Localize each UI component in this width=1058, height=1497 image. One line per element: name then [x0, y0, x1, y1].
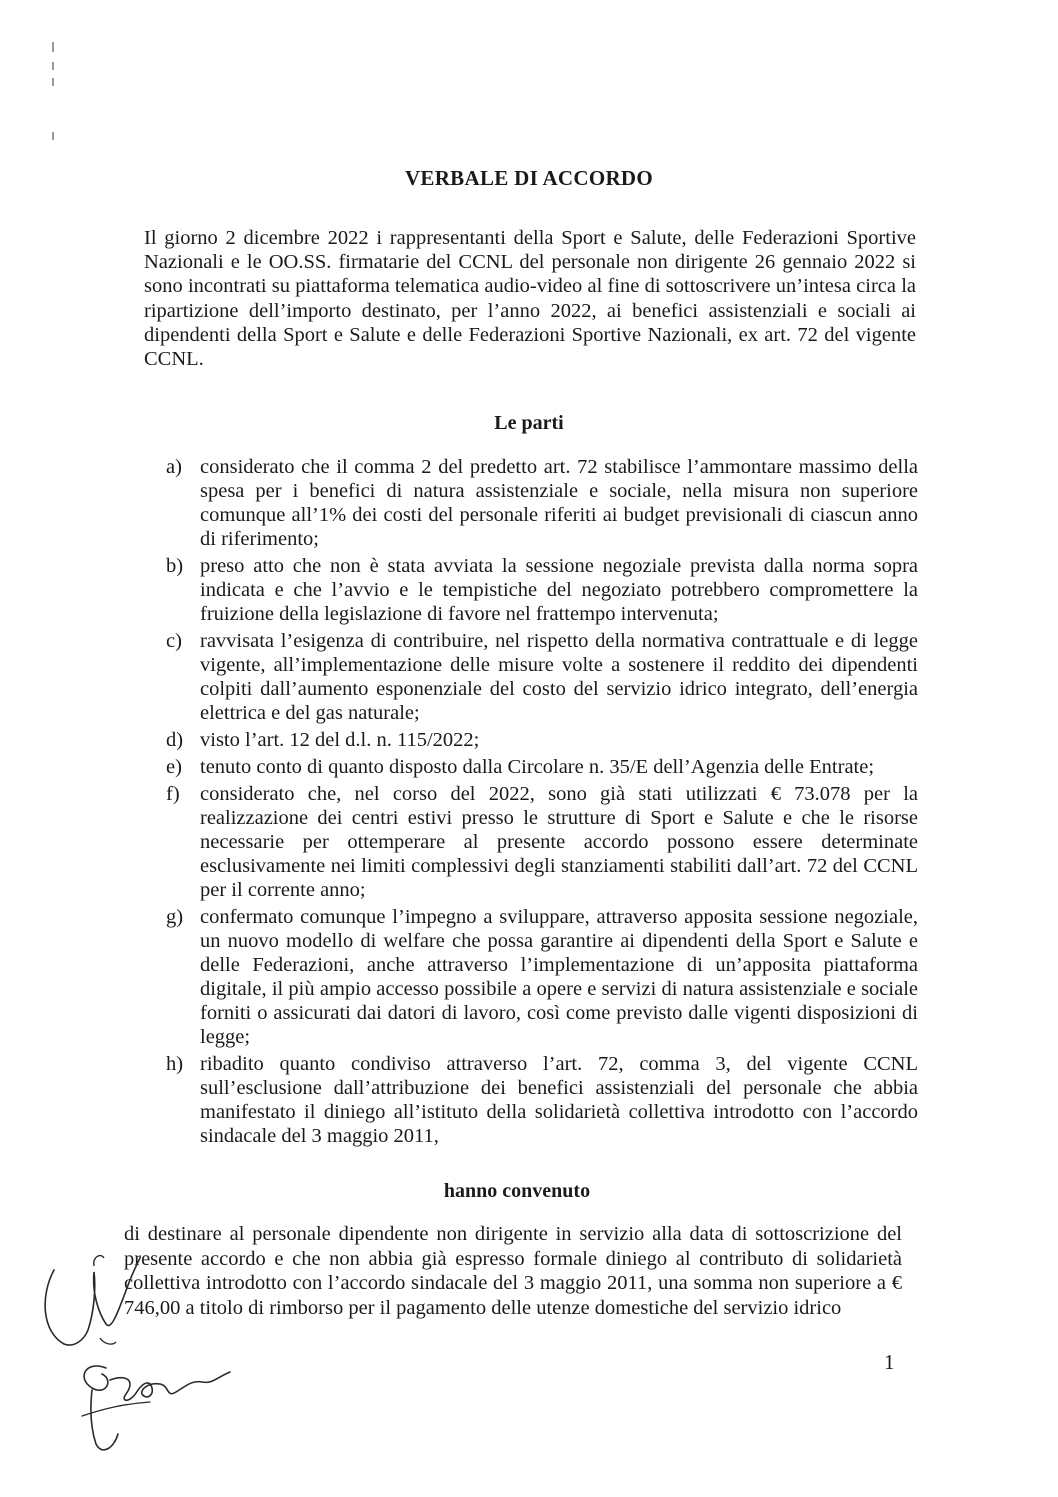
item-text: considerato che, nel corso del 2022, sono già stati utilizzati € 73.078 per la realizzazione dei centri estivi presso le strutture di Sport e Salute e che le risorse necessarie per ottemperare al presente accordo possono essere determinate esclusivamente nei limiti complessivi degli stanziamenti stabiliti dall’art. 72 del CCNL per il corrente anno; — [200, 783, 918, 901]
document-title: VERBALE DI ACCORDO — [404, 166, 654, 190]
item-marker: h) — [166, 1053, 184, 1075]
agreed-heading: hanno convenuto — [443, 1180, 591, 1202]
item-marker: a) — [166, 456, 182, 478]
list-item — [166, 455, 918, 551]
parties-heading: Le parti — [494, 412, 564, 434]
list-item — [166, 782, 918, 902]
list-item — [166, 554, 918, 626]
intro-paragraph: Il giorno 2 dicembre 2022 i rappresentanti della Sport e Salute, delle Federazioni Sportive Nazionali e le OO.SS. firmatarie del CCNL del personale non dirigente 26 gennaio 2022 si sono incontrati su piattaforma telematica audio-video al fine di sottoscrivere un’intesa circa la ripartizione dell’importo destinato, per l’anno 2022, ai benefici assistenziali e sociali ai dipendenti della Sport e Salute e delle Federazioni Sportive Nazionali, ex art. 72 del vigente CCNL. — [144, 227, 916, 371]
item-text: tenuto conto di quanto disposto dalla Circolare n. 35/E dell’Agenzia delle Entrate; — [200, 756, 875, 778]
item-text: confermato comunque l’impegno a sviluppare, attraverso apposita sessione negoziale, un nuovo modello di welfare che possa garantire ai dipendenti della Sport e Salute e delle Federazioni, anche attraverso l’implementazione di un’apposita piattaforma digitale, il più ampio accesso possibile a opere e servizi di natura assistenziale e sociale forniti o assicurati dai datori di lavoro, così come previsto dalle vigenti disposizioni di legge; — [200, 906, 918, 1048]
list-item — [166, 755, 918, 779]
item-marker: f) — [166, 783, 180, 805]
item-marker: d) — [166, 729, 184, 751]
list-item — [166, 629, 918, 725]
item-text: ribadito quanto condiviso attraverso l’art. 72, comma 3, del vigente CCNL sull’esclusione dall’attribuzione dei benefici assistenziali del personale che abbia manifestato il diniego all’istituto della solidarietà collettiva introdotto con l’accordo sindacale del 3 maggio 2011, — [200, 1053, 918, 1147]
item-text: visto l’art. 12 del d.l. n. 115/2022; — [200, 729, 480, 751]
premises-list — [166, 455, 918, 1151]
item-text: considerato che il comma 2 del predetto art. 72 stabilisce l’ammontare massimo della spesa per i benefici di natura assistenziale e sociale, nella misura non superiore comunque all’1% dei costi del personale riferiti ai budget previsionali di ciascun anno di riferimento; — [200, 456, 918, 550]
item-marker: g) — [166, 906, 184, 928]
item-marker: b) — [166, 555, 184, 577]
list-item — [166, 905, 918, 1049]
page-number: 1 — [884, 1350, 895, 1374]
margin-marks — [50, 40, 56, 160]
handwritten-initials — [34, 1236, 144, 1356]
closing-paragraph: di destinare al personale dipendente non dirigente in servizio alla data di sottoscrizione del presente accordo e che non abbia già espresso formale diniego al contributo di solidarietà collettiva introdotto con l’accordo sindacale del 3 maggio 2011, una somma non superiore a € 746,00 a titolo di rimborso per il pagamento delle utenze domestiche del servizio idrico — [124, 1223, 902, 1319]
handwritten-signature — [66, 1350, 246, 1460]
item-text: ravvisata l’esigenza di contribuire, nel rispetto della normativa contrattuale e di legge vigente, all’implementazione delle misure volte a sostenere il reddito dei dipendenti colpiti dall’aumento esponenziale del costo del servizio idrico integrato, dell’energia elettrica e del gas naturale; — [200, 630, 918, 724]
item-marker: e) — [166, 756, 182, 778]
item-marker: c) — [166, 630, 182, 652]
item-text: preso atto che non è stata avviata la sessione negoziale prevista dalla norma sopra indicata e che l’avvio e le tempistiche del negoziato potrebbero compromettere la fruizione della legislazione di favore nel frattempo intervenuta; — [200, 555, 918, 625]
list-item — [166, 728, 918, 752]
list-item — [166, 1052, 918, 1148]
